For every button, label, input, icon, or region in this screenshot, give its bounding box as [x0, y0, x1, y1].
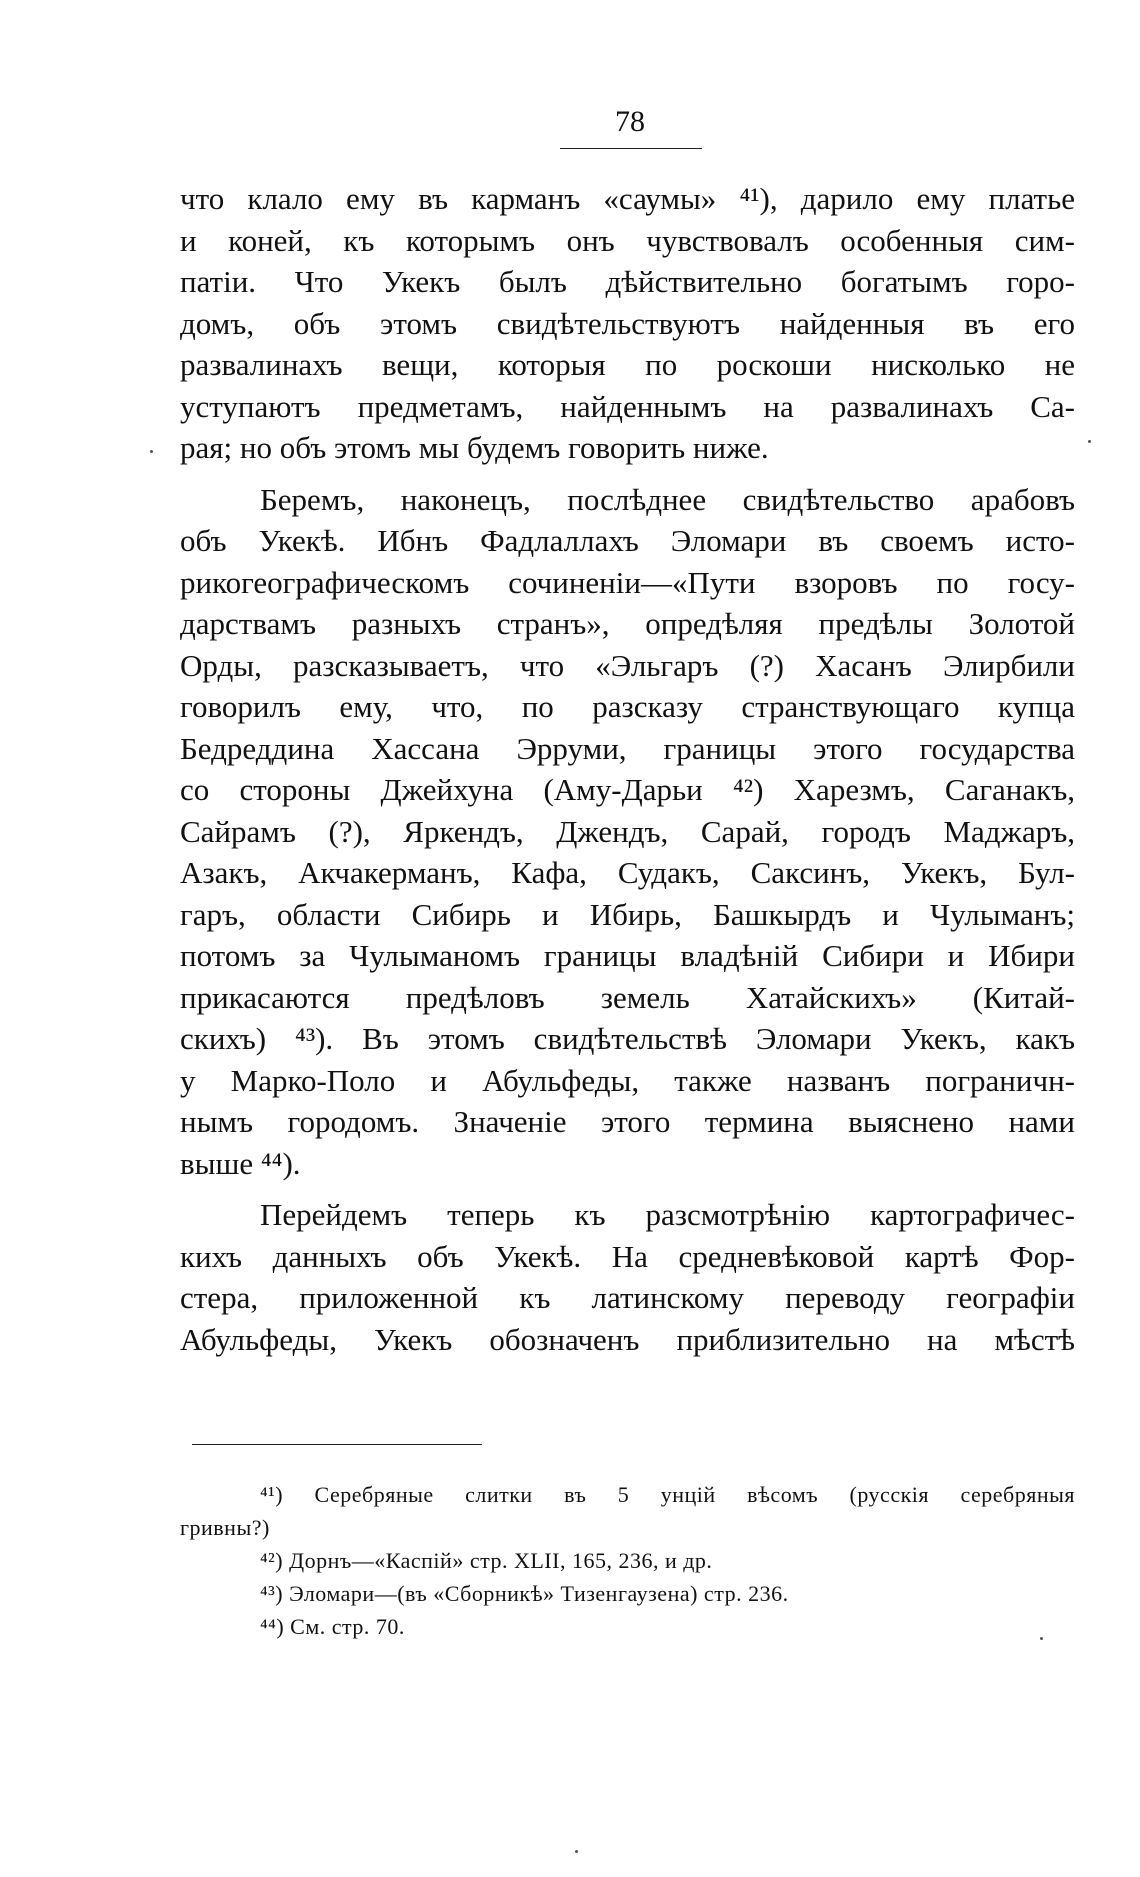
text-line: что клало ему въ карманъ «саумы» ⁴¹), дарило ему платье [180, 181, 1075, 216]
text-line: нымъ городомъ. Значеніе этого термина выяснено нами [180, 1104, 1075, 1139]
footnote-43: ⁴³) Эломари—(въ «Сборникѣ» Тизенгаузена) стр. 236. [260, 1581, 789, 1606]
text-line: развалинахъ вещи, которыя по роскоши нисколько не [180, 347, 1075, 382]
text-line: Орды, разсказываетъ, что «Эльгаръ (?) Хасанъ Элирбили [180, 647, 1075, 683]
text-line: рая; но объ этомъ мы будемъ говорить ниже. [180, 430, 769, 465]
text-line: прикасаются предѣловъ земель Хатайскихъ» (Китай- [180, 979, 1075, 1015]
text-line: уступаютъ предметамъ, найденнымъ на развалинахъ Са- [180, 388, 1075, 424]
paper-speck [1088, 440, 1091, 443]
paper-speck [150, 450, 153, 453]
footnote-41: ⁴¹) Серебряные слитки въ 5 унцій вѣсомъ (русскія серебряныя [260, 1482, 1075, 1507]
paragraph-3 [180, 1194, 1075, 1360]
page-number: 78 [615, 105, 645, 138]
text-line: у Марко-Поло и Абульфеды, также названъ пограничн- [180, 1062, 1075, 1098]
footnote-44: ⁴⁴) См. стр. 70. [260, 1614, 405, 1639]
text-line: Бедреддина Хассана Эрруми, границы этого государства [180, 730, 1075, 766]
text-line: потомъ за Чулыманомъ границы владѣній Сибири и Ибири [180, 938, 1075, 973]
text-line: домъ, объ этомъ свидѣтельствуютъ найденныя въ его [180, 305, 1075, 341]
text-line: рикогеографическомъ сочиненіи—«Пути взоровъ по госу- [180, 564, 1075, 600]
text-line: скихъ) ⁴³). Въ этомъ свидѣтельствѣ Эломари Укекъ, какъ [180, 1021, 1075, 1056]
text-line: объ Укекѣ. Ибнъ Фадлаллахъ Эломари въ своемъ исто- [180, 523, 1075, 558]
text-line: выше ⁴⁴). [180, 1145, 301, 1181]
text-line: Азакъ, Акчакерманъ, Кафа, Судакъ, Саксинъ, Укекъ, Бул- [180, 855, 1075, 890]
paper-speck [1040, 1637, 1043, 1640]
text-line: Беремъ, наконецъ, послѣднее свидѣтельство арабовъ [260, 481, 1075, 517]
page-number-rule [560, 148, 702, 149]
text-line: гаръ, области Сибирь и Ибирь, Башкырдъ и Чулыманъ; [180, 896, 1075, 932]
text-line: Перейдемъ теперь къ разсмотрѣнію картографичес- [260, 1197, 1075, 1232]
text-line: патіи. Что Укекъ былъ дѣйствительно богатымъ горо- [180, 264, 1075, 299]
footnotes [180, 1478, 1075, 1643]
text-line: кихъ данныхъ объ Укекѣ. На средневѣковой картѣ Фор- [180, 1238, 1075, 1274]
paragraph-2 [180, 479, 1075, 1185]
text-line: стера, приложенной къ латинскому переводу географіи [180, 1280, 1075, 1315]
paragraph-gap [180, 1184, 1075, 1194]
text-line: и коней, къ которымъ онъ чувствовалъ особенныя сим- [180, 222, 1075, 258]
text-line: со стороны Джейхуна (Аму-Дарьи ⁴²) Харезмъ, Саганакъ, [180, 772, 1075, 807]
paragraph-1 [180, 178, 1075, 469]
paragraph-gap [180, 469, 1075, 479]
text-line: дарствамъ разныхъ странъ», опредѣляя предѣлы Золотой [180, 606, 1075, 641]
footnote-42: ⁴²) Дорнъ—«Каспій» стр. XLII, 165, 236, и др. [260, 1548, 713, 1573]
main-text [180, 178, 1075, 1360]
paper-speck [575, 1850, 578, 1853]
text-line: говорилъ ему, что, по разсказу странствующаго купца [180, 689, 1075, 724]
text-line: Сайрамъ (?), Яркендъ, Джендъ, Сарай, городъ Маджаръ, [180, 813, 1075, 849]
footnote-rule [192, 1444, 482, 1445]
text-line: Абульфеды, Укекъ обозначенъ приблизительно на мѣстѣ [180, 1321, 1075, 1357]
footnote-41-continued: гривны?) [180, 1515, 270, 1540]
